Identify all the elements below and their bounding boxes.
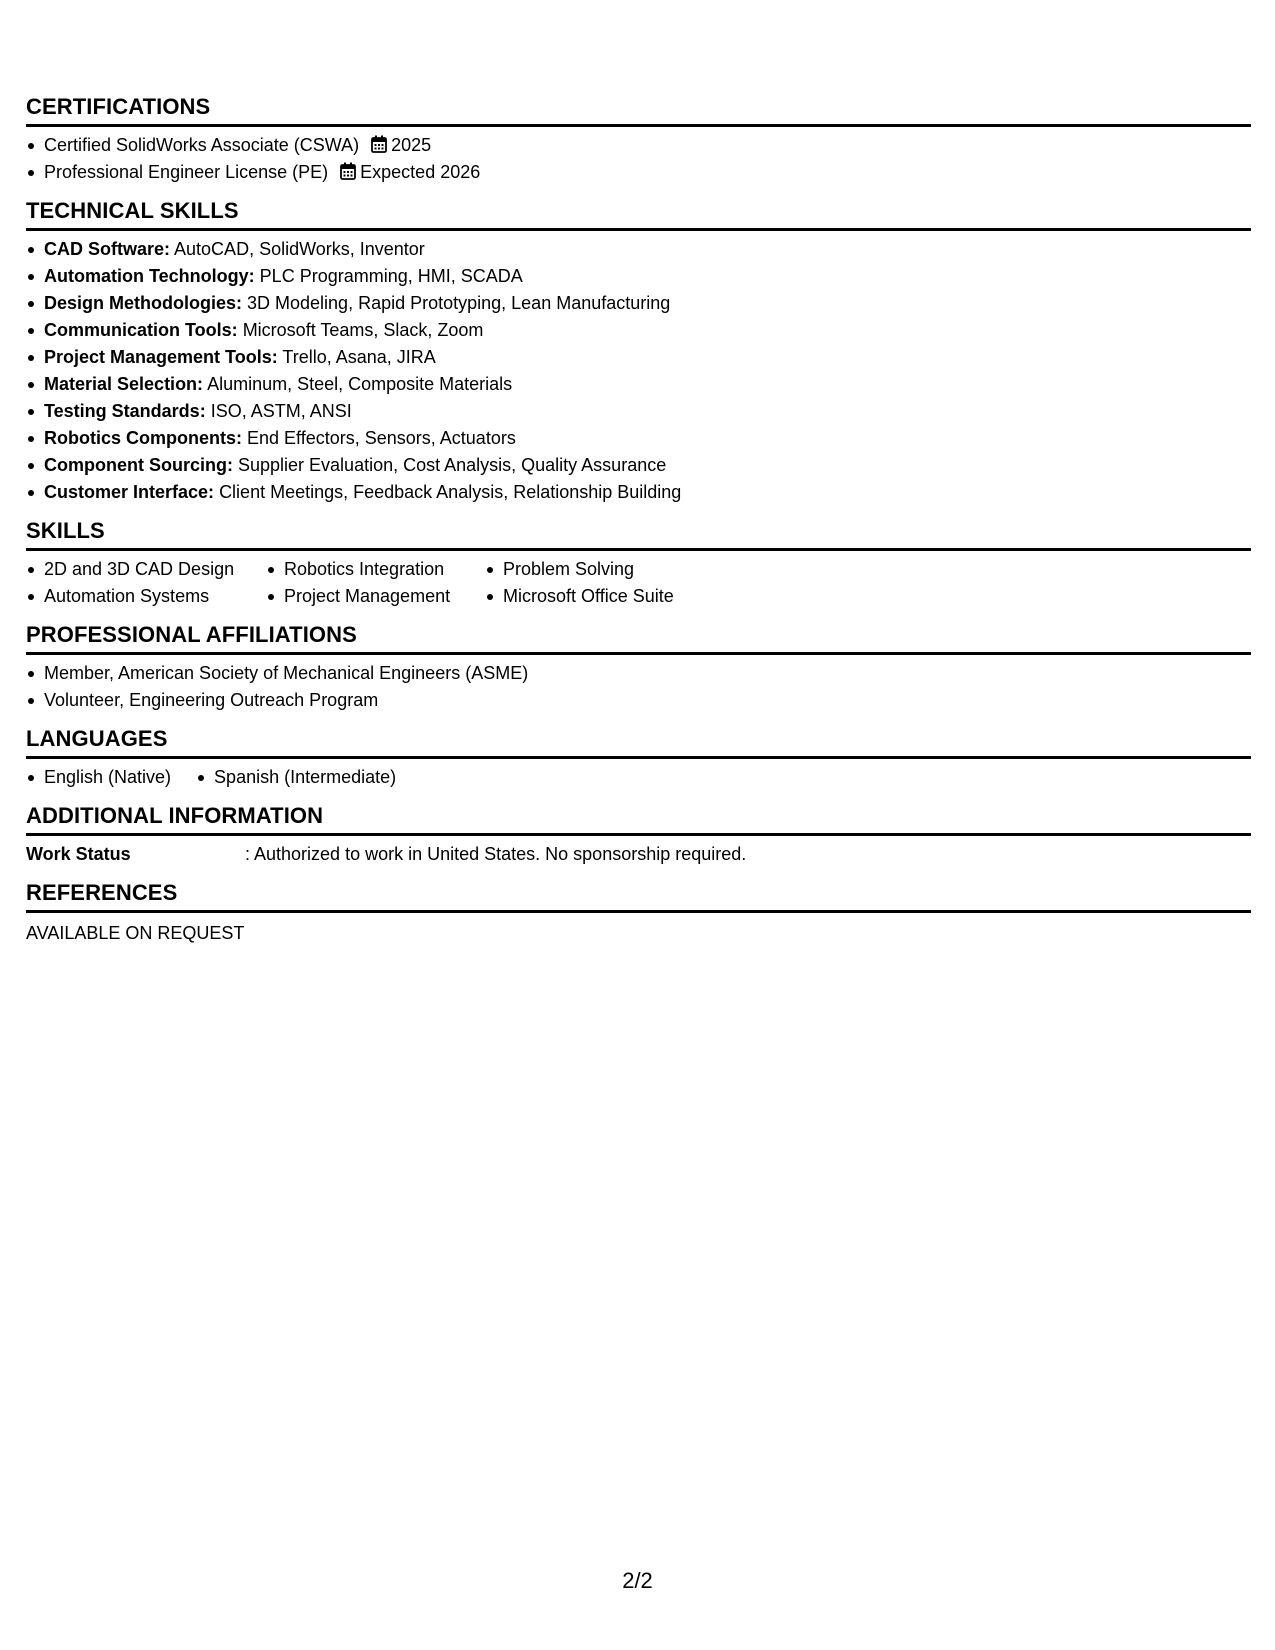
certifications-list [26,132,1251,186]
affiliations-heading: PROFESSIONAL AFFILIATIONS [26,622,1251,655]
certification-date: 2025 [391,135,432,155]
list-item [44,263,1251,290]
skill-value: AutoCAD, SolidWorks, Inventor [174,239,425,259]
technical-skills-section [26,198,1251,506]
work-status-label: Work Status [26,844,131,864]
list-item: Member, American Society of Mechanical Engineers (ASME) [44,660,1251,687]
skill-label: Material Selection: [44,374,204,394]
list-item: Project Management [284,583,479,610]
calendar-icon [340,161,356,188]
skill-value: Microsoft Teams, Slack, Zoom [242,320,484,340]
list-item [44,398,1251,425]
technical-skills-list [26,236,1251,506]
certification-name: Certified SolidWorks Associate (CSWA) [44,135,360,155]
languages-list [26,764,1251,791]
references-heading: REFERENCES [26,880,1251,913]
list-item [44,317,1251,344]
additional-info-section [26,803,1251,868]
certifications-heading: CERTIFICATIONS [26,94,1251,127]
skill-label: Design Methodologies: [44,293,242,313]
references-text: AVAILABLE ON REQUEST [26,923,245,943]
list-item: Volunteer, Engineering Outreach Program [44,687,1251,714]
skills-section [26,518,1251,610]
skill-label: Automation Technology: [44,266,255,286]
list-item: Microsoft Office Suite [503,583,719,610]
list-item: English (Native) [44,764,171,791]
skill-label: Testing Standards: [44,401,206,421]
page-number: 2/2 [622,1568,653,1593]
certifications-section [26,94,1251,186]
skill-label: Component Sourcing: [44,455,233,475]
list-item [44,452,1251,479]
skills-heading: SKILLS [26,518,1251,551]
skill-value: ISO, ASTM, ANSI [210,401,352,421]
list-item [44,236,1251,263]
skill-value: Trello, Asana, JIRA [282,347,436,367]
skill-label: Robotics Components: [44,428,242,448]
references-section [26,880,1251,947]
list-item [44,425,1251,452]
list-item: Robotics Integration [284,556,479,583]
skill-label: Communication Tools: [44,320,238,340]
list-item [44,371,1251,398]
skill-label: Customer Interface: [44,482,215,502]
work-status-row [26,841,1251,868]
skill-value: PLC Programming, HMI, SCADA [259,266,523,286]
calendar-icon [371,134,387,161]
skill-value: Aluminum, Steel, Composite Materials [207,374,513,394]
skill-value: Supplier Evaluation, Cost Analysis, Quality Assurance [238,455,667,475]
skills-grid [26,556,1251,610]
list-item: Automation Systems [44,583,260,610]
list-item: Spanish (Intermediate) [214,764,396,791]
list-item [44,479,1251,506]
skill-value: Client Meetings, Feedback Analysis, Relationship Building [219,482,682,502]
skill-label: Project Management Tools: [44,347,278,367]
additional-info-heading: ADDITIONAL INFORMATION [26,803,1251,836]
list-item: 2D and 3D CAD Design [44,556,260,583]
technical-skills-heading: TECHNICAL SKILLS [26,198,1251,231]
languages-heading: LANGUAGES [26,726,1251,759]
affiliations-section [26,622,1251,714]
certification-name: Professional Engineer License (PE) [44,162,329,182]
list-item [44,290,1251,317]
affiliations-list [26,660,1251,714]
list-item [44,159,1251,186]
certification-date: Expected 2026 [360,162,481,182]
list-item [44,344,1251,371]
resume-page [26,94,1251,947]
languages-section [26,726,1251,791]
skill-value: 3D Modeling, Rapid Prototyping, Lean Manufacturing [247,293,671,313]
skill-label: CAD Software: [44,239,171,259]
list-item [44,132,1251,159]
skill-value: End Effectors, Sensors, Actuators [247,428,516,448]
work-status-value: : Authorized to work in United States. No sponsorship required. [245,844,747,864]
list-item: Problem Solving [503,556,719,583]
